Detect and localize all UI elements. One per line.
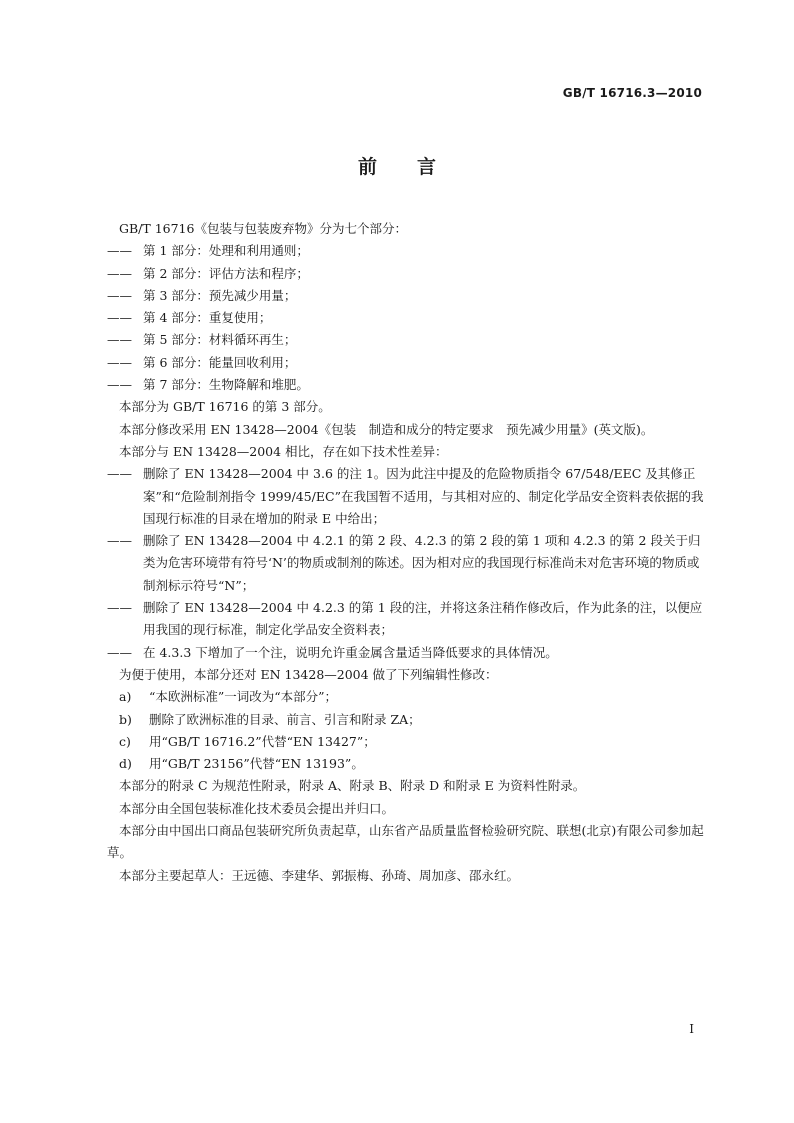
dash-mark: —— — [107, 600, 132, 616]
editorial-intro-paragraph: 为便于使用，本部分还对 EN 13428—2004 做了下列编辑性修改： — [119, 666, 498, 682]
difference-item — [107, 463, 707, 530]
proposed-by-paragraph: 本部分由全国包装标准化技术委员会提出并归口。 — [119, 800, 395, 816]
part-item — [107, 374, 707, 396]
part-item-text: 第 1 部分：处理和利用通则； — [143, 243, 309, 259]
part-item — [107, 285, 707, 307]
difference-item — [107, 597, 707, 642]
list-text: 删除了欧洲标准的目录、前言、引言和附录 ZA； — [149, 711, 421, 727]
list-label: d) — [119, 756, 132, 772]
part-item — [107, 263, 707, 285]
list-label: a) — [119, 689, 132, 705]
part-item — [107, 329, 707, 351]
editorial-item — [107, 753, 707, 775]
dash-mark: —— — [107, 310, 132, 326]
differences-intro-paragraph: 本部分与 EN 13428—2004 相比，存在如下技术性差异： — [119, 443, 448, 459]
dash-mark: —— — [107, 354, 132, 370]
part-item — [107, 307, 707, 329]
foreword-body — [107, 218, 707, 887]
modification-paragraph: 本部分修改采用 EN 13428—2004《包装 制造和成分的特定要求 预先减少用量》(英文版)。 — [119, 421, 654, 437]
difference-item-text: 删除了 EN 13428—2004 中 4.2.3 的第 1 段的注，并将这条注稍作修改后，作为此条的注，以便应用我国的现行标准，制定化学品安全资料表； — [143, 600, 703, 638]
drafters-paragraph: 本部分主要起草人：王远德、李建华、郭振梅、孙琦、周加彦、邵永红。 — [119, 867, 520, 883]
difference-item — [107, 530, 707, 597]
part-item-text: 第 4 部分：重复使用； — [143, 310, 272, 326]
dash-mark: —— — [107, 265, 132, 281]
dash-mark: —— — [107, 243, 132, 259]
difference-item — [107, 642, 707, 664]
page-title: 前言 — [357, 156, 476, 178]
standard-code: GB/T 16716.3—2010 — [562, 86, 702, 100]
list-text: 用“GB/T 16716.2”代替“EN 13427”； — [149, 733, 376, 749]
part-item-text: 第 7 部分：生物降解和堆肥。 — [143, 377, 309, 393]
list-label: b) — [119, 711, 132, 727]
dash-mark: —— — [107, 533, 132, 549]
dash-mark: —— — [107, 644, 132, 660]
intro-paragraph: GB/T 16716《包装与包装废弃物》分为七个部分： — [119, 221, 407, 236]
part-item — [107, 352, 707, 374]
dash-mark: —— — [107, 332, 132, 348]
dash-mark: —— — [107, 466, 132, 482]
list-text: “本欧洲标准”一词改为“本部分”； — [149, 689, 338, 705]
editorial-item — [107, 709, 707, 731]
editorial-item — [107, 686, 707, 708]
annexes-paragraph: 本部分的附录 C 为规范性附录，附录 A、附录 B、附录 D 和附录 E 为资料性附录。 — [119, 778, 586, 794]
part-item-text: 第 5 部分：材料循环再生； — [143, 332, 297, 348]
difference-item-text: 删除了 EN 13428—2004 中 4.2.1 的第 2 段、4.2.3 的第 2 段的第 1 项和 4.2.3 的第 2 段关于归类为危害环境带有符号‘N’的物质或制剂的陈述。因为相对应的我国现行标准尚未对危害环境的物质或制剂标示符号“N”； — [143, 533, 701, 593]
part-item-text: 第 6 部分：能量回收利用； — [143, 354, 297, 370]
this-part-paragraph: 本部分为 GB/T 16716 的第 3 部分。 — [119, 399, 331, 415]
part-item-text: 第 2 部分：评估方法和程序； — [143, 265, 309, 281]
difference-item-text: 删除了 EN 13428—2004 中 3.6 的注 1。因为此注中提及的危险物质指令 67/548/EEC 及其修正案”和“危险制剂指令 1999/45/EC”在我国暂不适用，与其相对应的、制定化学品安全资料表依据的我国现行标准的目录在增加的附录 E 中给出； — [143, 466, 704, 526]
drafted-by-paragraph: 本部分由中国出口商品包装研究所负责起草，山东省产品质量监督检验研究院、联想(北京)有限公司参加起草。 — [107, 823, 704, 861]
dash-mark: —— — [107, 287, 132, 303]
part-item — [107, 240, 707, 262]
part-item-text: 第 3 部分：预先减少用量； — [143, 287, 297, 303]
editorial-item — [107, 731, 707, 753]
page-number: I — [689, 1022, 694, 1036]
list-text: 用“GB/T 23156”代替“EN 13193”。 — [149, 756, 364, 772]
difference-item-text: 在 4.3.3 下增加了一个注，说明允许重金属含量适当降低要求的具体情况。 — [143, 644, 558, 660]
list-label: c) — [119, 733, 131, 749]
dash-mark: —— — [107, 377, 132, 393]
